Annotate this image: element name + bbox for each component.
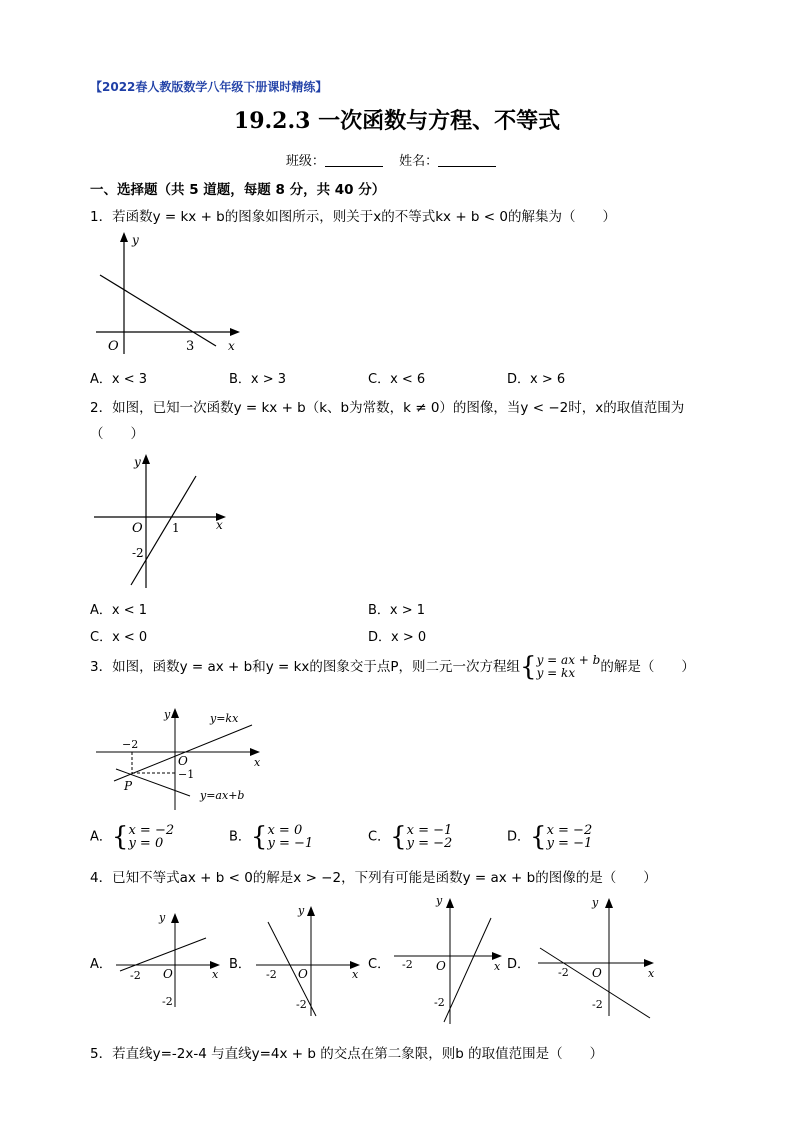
q3-option-b[interactable] (229, 824, 313, 850)
series-header: 【2022春人教版数学八年级下册课时精练】 (90, 80, 328, 94)
q3-option-d[interactable] (507, 824, 592, 850)
q3-option-a-label: A． (90, 829, 112, 845)
q3-x-label: x (254, 756, 261, 769)
q2-tick-x: 1 (172, 521, 180, 535)
q3-point-label: P (124, 779, 133, 793)
q3-brace: { (520, 652, 537, 682)
q4b-x-label: x (352, 968, 359, 981)
q4a-x-label: x (212, 968, 219, 981)
q3-option-c-row1: x = −1 (406, 823, 453, 838)
q3-option-b-system (267, 824, 313, 850)
q2-y-label: y (134, 455, 141, 469)
q1-x-label: x (228, 339, 235, 353)
q3-option-c-brace: { (390, 822, 407, 852)
question-2-text-line2: （ ） (90, 426, 144, 442)
q3-option-d-row1: x = −2 (546, 823, 593, 838)
q3-option-c[interactable] (368, 824, 452, 850)
question-5-text: 5．若直线y=-2x-4 与直线y=4x + b 的交点在第二象限，则b 的取值范围是（ ） (90, 1046, 604, 1062)
q4b-origin-label: O (298, 967, 308, 981)
q4c-origin-label: O (436, 959, 446, 973)
q3-option-b-row2: y = −1 (267, 836, 314, 851)
q2-option-b[interactable]: B．x > 1 (368, 603, 426, 618)
q4-option-a-graph[interactable] (112, 905, 230, 1010)
name-label: 姓名： (399, 154, 439, 169)
q4-option-c-graph[interactable] (390, 890, 512, 1030)
q1-origin-label: O (108, 339, 119, 354)
q4-option-a-label[interactable]: A． (90, 957, 112, 972)
q3-tick-x: −2 (122, 738, 139, 751)
q4b-neg2-x: -2 (266, 968, 277, 981)
q4c-y-label: y (436, 894, 443, 907)
q3-option-a-row2: y = 0 (128, 836, 164, 851)
q1-y-label: y (132, 233, 139, 247)
q3-option-a-system (128, 824, 174, 850)
q3-option-d-system (547, 824, 593, 850)
q3-line1-label: y=kx (210, 712, 239, 725)
question-4-text: 4．已知不等式ax + b < 0的解是x > −2，下列有可能是函数y = ax + b的图像的是（ ） (90, 870, 657, 886)
name-blank[interactable] (438, 154, 496, 167)
q3-option-a-row1: x = −2 (128, 823, 175, 838)
section-heading: 一、选择题（共 5 道题，每题 8 分，共 40 分） (90, 182, 386, 198)
q3-sys-row1: y = ax + b (536, 653, 601, 667)
q3-origin-label: O (178, 754, 188, 768)
q3-sys-row2: y = kx (536, 666, 576, 680)
q4a-y-label: y (159, 911, 166, 924)
q3-text-a: 3．如图，函数y = ax + b和y = kx的图象交于点P，则二元一次方程组 (90, 659, 521, 675)
q4-option-b-label[interactable]: B． (229, 957, 251, 972)
class-label: 班级： (285, 154, 325, 169)
q4-option-d-graph[interactable] (534, 890, 664, 1020)
q4b-y-label: y (298, 904, 305, 917)
q3-option-c-system (407, 824, 453, 850)
q1-option-d[interactable]: D．x > 6 (507, 372, 566, 387)
question-2-text: 2．如图，已知一次函数y = kx + b（k、b为常数，k ≠ 0）的图像，当y < −2时，x的取值范围为 (90, 400, 685, 416)
q1-option-b[interactable]: B．x > 3 (229, 372, 287, 387)
q1-option-a[interactable]: A．x < 3 (90, 372, 148, 387)
q3-option-b-brace: { (250, 822, 268, 852)
q2-option-c[interactable]: C．x < 0 (90, 630, 148, 645)
q2-option-d[interactable]: D．x > 0 (368, 630, 427, 645)
q4a-neg2-x: -2 (130, 969, 141, 982)
q3-option-c-row2: y = −2 (406, 836, 453, 851)
question-3-text (90, 652, 695, 682)
q1-tick-label: 3 (186, 339, 195, 354)
question-1-graph (90, 228, 250, 356)
q3-line2-label: y=ax+b (200, 789, 245, 802)
q4a-origin-label: O (163, 967, 173, 981)
page-title: 19.2.3 一次函数与方程、不等式 (233, 108, 561, 134)
q4-option-c-label[interactable]: C． (368, 957, 391, 972)
q3-option-a-brace: { (111, 822, 129, 852)
q3-y-label: y (164, 708, 171, 721)
q3-option-d-brace: { (530, 822, 547, 852)
q2-x-label: x (216, 518, 223, 532)
q3-option-b-row1: x = 0 (267, 823, 303, 838)
q3-option-d-label: D． (507, 829, 531, 845)
q4d-neg2-y: -2 (592, 998, 603, 1011)
q3-option-c-label: C． (368, 829, 391, 845)
q4c-neg2-x: -2 (402, 958, 413, 971)
q1-option-c[interactable]: C．x < 6 (368, 372, 426, 387)
q4c-x-label: x (494, 960, 501, 973)
question-3-graph (92, 704, 272, 812)
q2-origin-label: O (132, 521, 143, 536)
q3-tick-y: −1 (178, 768, 195, 781)
question-2-graph (90, 450, 240, 590)
student-info (0, 150, 794, 169)
q2-tick-y: -2 (132, 546, 144, 560)
q3-option-a[interactable] (90, 824, 174, 850)
q4d-origin-label: O (592, 966, 602, 980)
q4d-neg2-x: -2 (558, 966, 569, 979)
q3-option-d-row2: y = −1 (546, 836, 593, 851)
q4b-neg2-y: -2 (296, 998, 307, 1011)
q3-system (537, 654, 601, 680)
q4d-x-label: x (648, 967, 655, 980)
q2-option-a[interactable]: A．x < 1 (90, 603, 148, 618)
q4c-neg2-y: -2 (434, 996, 445, 1009)
class-blank[interactable] (325, 154, 383, 167)
q4-option-b-graph[interactable] (252, 898, 370, 1020)
q3-text-b: 的解是（ ） (600, 659, 695, 675)
q3-option-b-label: B． (229, 829, 251, 845)
q4d-y-label: y (592, 896, 599, 909)
question-1-text: 1．若函数y = kx + b的图象如图所示，则关于x的不等式kx + b < 0的解集为（ ） (90, 209, 616, 225)
q4a-neg2-y: -2 (162, 995, 173, 1008)
q4-option-d-label[interactable]: D． (507, 957, 531, 972)
